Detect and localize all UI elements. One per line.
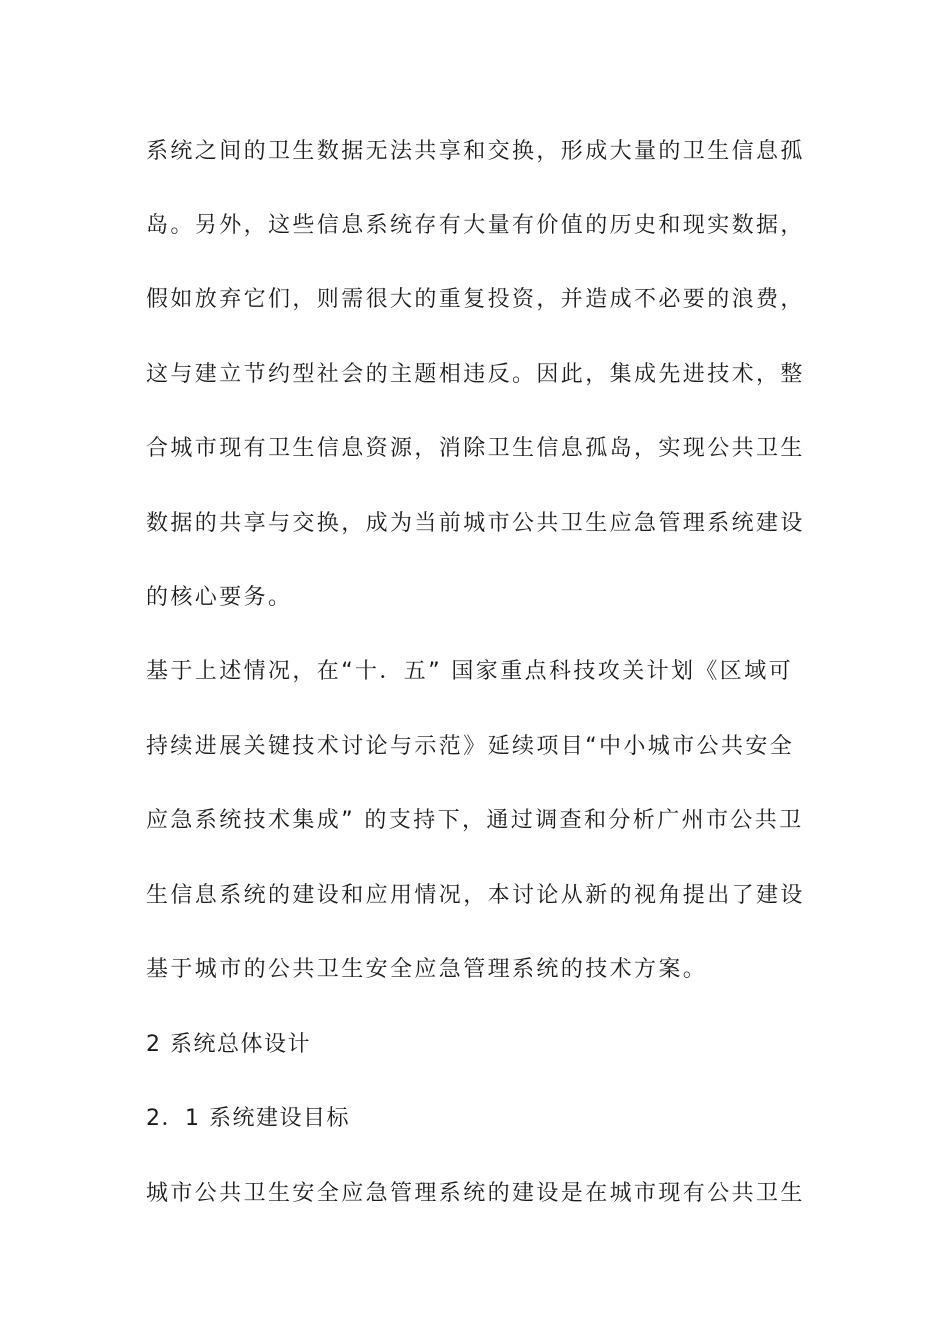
section-heading: 2 系统总体设计 [146, 1032, 311, 1057]
body-text-line: 数据的共享与交换，成为当前城市公共卫生应急管理系统建设 [146, 511, 805, 536]
body-text-line: 基于上述情况，在“十．五” 国家重点科技攻关计划《区域可 [146, 659, 793, 684]
body-text-line: 持续进展关键技术讨论与示范》延续项目“中小城市公共安全 [146, 734, 795, 759]
body-text-line: 这与建立节约型社会的主题相违反。因此，集成先进技术，整 [146, 362, 805, 387]
body-text-line: 基于城市的公共卫生安全应急管理系统的技术方案。 [146, 957, 708, 982]
body-text-line: 生信息系统的建设和应用情况，本讨论从新的视角提出了建设 [146, 883, 805, 908]
body-text-line: 系统之间的卫生数据无法共享和交换，形成大量的卫生信息孤 [146, 139, 805, 164]
subsection-heading: 2．1 系统建设目标 [146, 1106, 350, 1131]
body-text-line: 岛。另外，这些信息系统存有大量有价值的历史和现实数据， [146, 213, 805, 238]
body-text-line: 城市公共卫生安全应急管理系统的建设是在城市现有公共卫生 [146, 1181, 805, 1206]
body-text-line: 的核心要务。 [146, 585, 293, 610]
body-text-line: 应急系统技术集成” 的支持下，通过调查和分析广州市公共卫 [146, 808, 804, 833]
body-text-line: 假如放弃它们，则需很大的重复投资，并造成不必要的浪费， [146, 287, 805, 312]
body-text-line: 合城市现有卫生信息资源，消除卫生信息孤岛，实现公共卫生 [146, 436, 805, 461]
